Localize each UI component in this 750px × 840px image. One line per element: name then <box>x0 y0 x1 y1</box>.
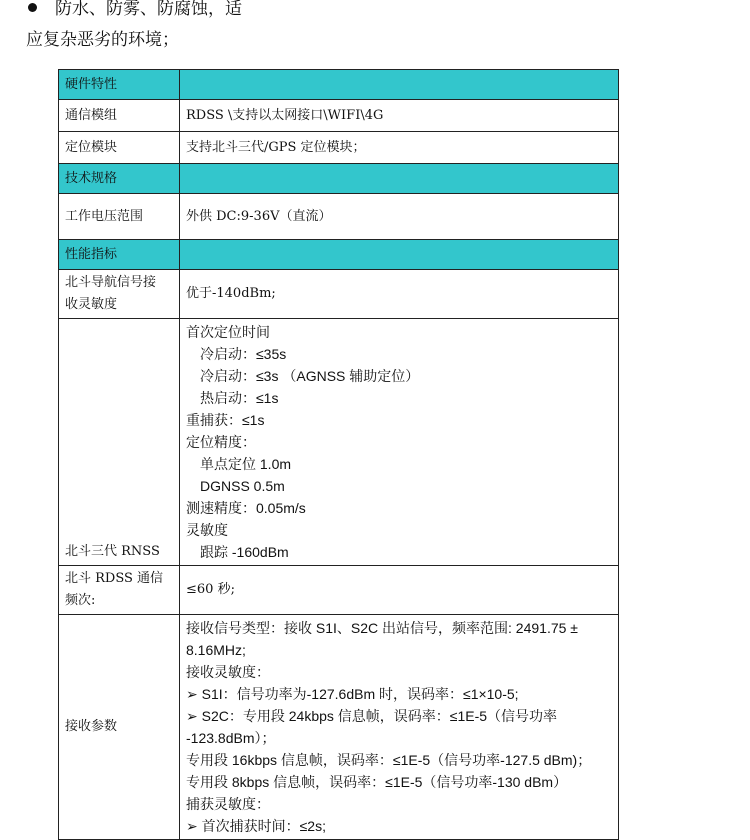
section-performance-label: 性能指标 <box>59 240 180 270</box>
bullet-text: 防水、防雾、防腐蚀，适 <box>55 0 242 19</box>
section-hardware-label: 硬件特性 <box>59 70 180 100</box>
row-rnss <box>59 319 619 566</box>
row-recv <box>59 615 619 840</box>
row-pos <box>59 132 619 164</box>
row-rdss <box>59 566 619 615</box>
section-tech <box>59 164 619 194</box>
voltage-value: 外供 DC:9-36V（直流） <box>180 194 619 240</box>
recv-value: 接收信号类型：接收 S1I、S2C 出站信号，频率范围: 2491.75 ± 8.16MHz; 接收灵敏度： ➢ S1I：信号功率为-127.6dBm 时，误码率：≤1×10-5; ➢ S2C：专用段 24kbps 信息帧，误码率：≤1E-5（信号功率 -123.8dBm）； 专用段 16kbps 信息帧，误码率：≤1E-5（信号功率-127.5 dBm)； 专用段 8kbps 信息帧，误码率：≤1E-5（信号功率-130 dBm） 捕获灵敏度： ➢ 首次捕获时间：≤2s; <box>180 615 619 840</box>
spec-table <box>58 69 619 840</box>
rdss-label: 北斗 RDSS 通信 频次: <box>59 566 180 615</box>
section-hardware <box>59 70 619 100</box>
bullet-item <box>28 0 242 20</box>
section-performance <box>59 240 619 270</box>
comm-label: 通信模组 <box>59 100 180 132</box>
row-sensitivity <box>59 270 619 319</box>
sensitivity-label: 北斗导航信号接 收灵敏度 <box>59 270 180 319</box>
voltage-label: 工作电压范围 <box>59 194 180 240</box>
section-tech-label: 技术规格 <box>59 164 180 194</box>
row-comm <box>59 100 619 132</box>
rnss-label: 北斗三代 RNSS <box>59 319 180 566</box>
comm-value: RDSS \支持以太网接口\WIFI\4G <box>180 100 619 132</box>
row-voltage <box>59 194 619 240</box>
bullet-dot-icon <box>28 3 37 12</box>
rnss-value: 首次定位时间 冷启动：≤35s 冷启动：≤3s （AGNSS 辅助定位） 热启动：≤1s 重捕获：≤1s 定位精度： 单点定位 1.0m DGNSS 0.5m 测速精度：0.05m/s 灵敏度 跟踪 -160dBm <box>180 319 619 566</box>
rdss-value: ≤60 秒; <box>180 566 619 615</box>
sensitivity-value: 优于-140dBm; <box>180 270 619 319</box>
pos-value: 支持北斗三代/GPS 定位模块； <box>180 132 619 164</box>
continuation-text: 应复杂恶劣的环境； <box>26 30 179 50</box>
pos-label: 定位模块 <box>59 132 180 164</box>
recv-label: 接收参数 <box>59 615 180 840</box>
